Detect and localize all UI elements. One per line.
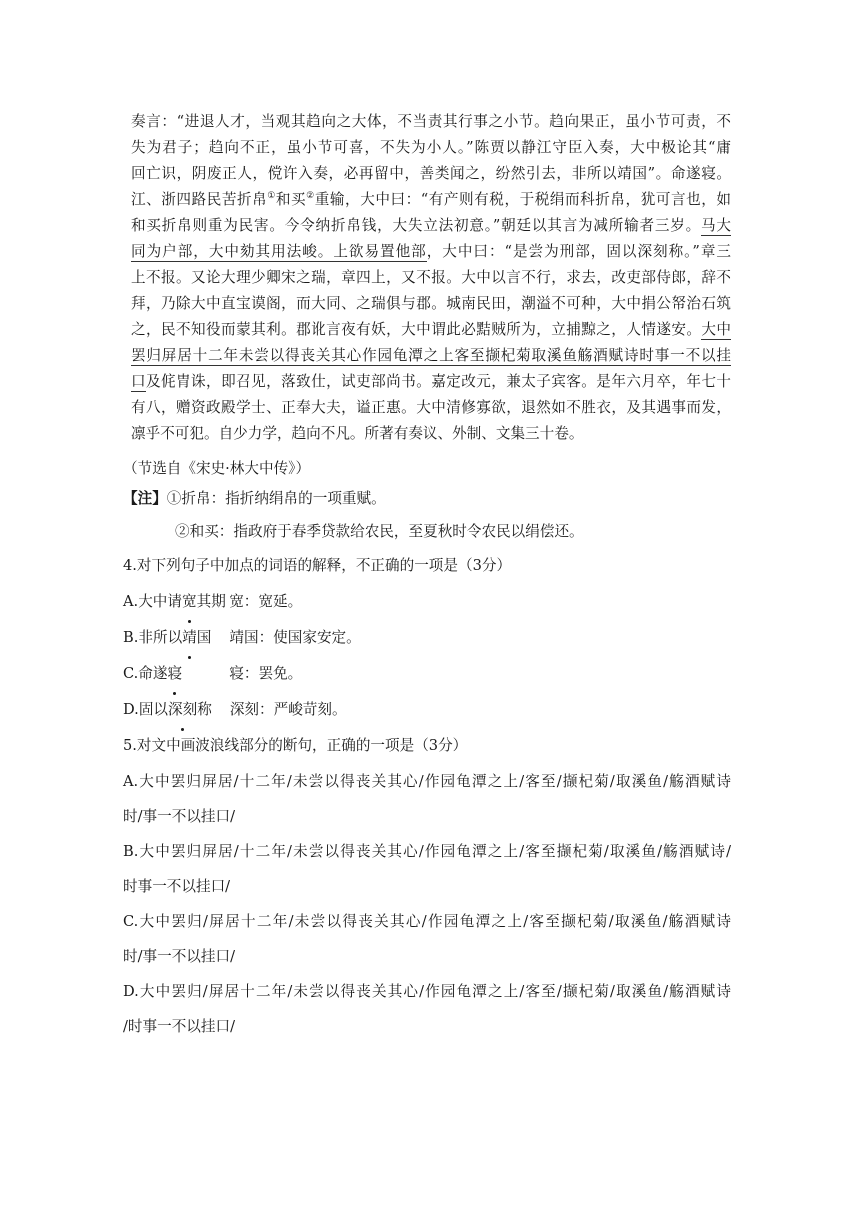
passage-line-6 (131, 239, 731, 265)
passage-text: 和买折帛则重为民害。今令纳折帛钱，大失立法初意。”朝廷以其言为减所输者三岁。 (131, 217, 702, 234)
question-5-option-a-line-1: A.大中罢归屏居/十二年/未尝以得丧关其心/作园龟潭之上/客至/撷杞菊/取溪鱼/觞酒赋诗 (123, 773, 731, 790)
passage-line-5 (131, 213, 731, 239)
passage-source: （节选自《宋史·林大中传》） (123, 460, 311, 477)
passage-line-7: 上不报。又论大理少卿宋之瑞，章四上，又不报。大中以言不行，求去，改吏部侍郎，辞不 (131, 269, 731, 286)
question-5-option-c-line-1: C.大中罢归/屏居十二年/未尝以得丧关其心/作园龟潭之上/客至撷杞菊/取溪鱼/觞酒赋诗 (123, 913, 731, 930)
option-sentence (138, 584, 229, 620)
passage-line-10 (131, 343, 731, 369)
passage-text: 和买 (275, 191, 307, 208)
question-5-option-b-line-2: 时事一不以挂口/ (123, 878, 231, 895)
passage-text: ，大中曰：“是尝为刑部，固以深刻称。”章三 (426, 243, 731, 260)
option-label: D. (123, 701, 139, 718)
dotted-word: 宽 (182, 584, 197, 620)
sentence-text: 命遂 (138, 665, 168, 682)
document-content (123, 109, 731, 1044)
passage-line-8: 拜，乃除大中直宝谟阁，而大同、之瑞俱与郡。城南民田，潮溢不可种，大中捐公帑治石筑 (131, 295, 731, 312)
sentence-text: 大中请 (138, 593, 182, 610)
option-gloss: 深刻：严峻苛刻。 (229, 701, 347, 718)
note-label: 【注】 (123, 490, 167, 507)
option-gloss: 寝：罢免。 (229, 665, 303, 682)
sentence-text: 固以 (138, 701, 169, 718)
footnote-marker-1: ① (267, 191, 276, 202)
passage-text: 之，民不知役而蒙其利。郡讹言夜有妖，大中谓此必黠贼所为，立捕黥之，人情遂安。 (131, 321, 702, 338)
sentence-text: 称 (197, 701, 212, 718)
wavy-underlined-passage: 罢归屏居十二年未尝以得丧关其心作园龟潭之上客至撷杞菊取溪鱼觞酒赋诗时事一不以挂 (131, 347, 731, 364)
passage-text: 江、浙四路民苦折帛 (131, 191, 268, 208)
question-5-option-a-line-2: 时/事一不以挂口/ (123, 808, 235, 825)
question-4-option-c (123, 656, 731, 692)
question-5-option-d-line-2: /时事一不以挂口/ (123, 1018, 235, 1035)
question-4-option-a (123, 584, 731, 620)
note-2: ②和买：指政府于春季贷款给农民，至夏秋时令农民以绢偿还。 (175, 523, 584, 540)
passage-line-13: 凛乎不可犯。自少力学，趋向不凡。所著有奏议、外制、文集三十卷。 (131, 425, 584, 442)
question-5-option-d-line-1: D.大中罢归/屏居十二年/未尝以得丧关其心/作园龟潭之上/客至/撷杞菊/取溪鱼/觞酒赋诗 (123, 983, 731, 1000)
sentence-text: 非所以 (138, 629, 183, 646)
option-label: C. (123, 665, 139, 682)
passage-line-3: 回亡识，阴废正人，傥许入奏，必再留中，善类闻之，纷然引去，非所以靖国”。命遂寝。 (131, 165, 731, 182)
question-4-stem: 4.对下列句子中加点的词语的解释，不正确的一项是（3分） (123, 557, 512, 574)
question-5-option-c-line-2: 时/事一不以挂口/ (123, 948, 235, 965)
option-gloss: 靖国：使国家安定。 (229, 629, 361, 646)
sentence-text: 其期 (196, 593, 226, 610)
dotted-word: 深刻 (168, 692, 197, 728)
dotted-word: 寝 (168, 656, 183, 692)
option-gloss: 宽：宽延。 (229, 593, 303, 610)
option-sentence (138, 620, 229, 656)
passage-line-12: 有八，赠资政殿学士、正奉大夫，谥正惠。大中清修寡欲，退然如不胜衣，及其遇事而发， (131, 399, 731, 416)
underlined-sentence: 同为户部，大中劾其用法峻。上欲易置他部 (131, 243, 427, 260)
wavy-underlined-passage: 口 (131, 373, 147, 390)
passage-line-2: 失为君子；趋向不正，虽小节可喜，不失为小人。”陈贾以静江守臣入奏，大中极论其“庸 (131, 139, 731, 156)
underlined-sentence: 马大 (701, 217, 731, 234)
note-1 (123, 482, 731, 515)
passage-line-1: 奏言：“进退人才，当观其趋向之大体，不当责其行事之小节。趋向果正，虽小节可责，不 (131, 113, 731, 130)
question-5-stem: 5.对文中画波浪线部分的断句，正确的一项是（3分） (123, 737, 468, 754)
passage-text: 重输，大中曰：“有产则有税，于税绢而科折帛，犹可言也，如 (314, 191, 731, 208)
passage-line-11 (131, 369, 731, 395)
passage-line-4 (131, 187, 731, 213)
option-sentence (138, 656, 229, 692)
option-label: B. (123, 629, 139, 646)
question-4-option-d (123, 692, 731, 728)
passage-line-9 (131, 317, 731, 343)
dotted-word: 靖 (182, 620, 197, 656)
option-sentence (139, 692, 230, 728)
option-label: A. (123, 593, 139, 610)
question-5-option-b-line-1: B.大中罢归屏居/十二年/未尝以得丧关其心/作园龟潭之上/客至撷杞菊/取溪鱼/觞酒赋诗/ (123, 843, 731, 860)
question-4-option-b (123, 620, 731, 656)
note-text: ①折帛：指折纳绢帛的一项重赋。 (166, 490, 386, 507)
wavy-underlined-passage: 大中 (701, 321, 731, 338)
sentence-text: 国 (196, 629, 212, 646)
footnote-marker-2: ② (306, 191, 315, 202)
passage-text: 及侂胄诛，即召见，落致仕，试吏部尚书。嘉定改元，兼太子宾客。是年六月卒，年七十 (146, 373, 731, 390)
